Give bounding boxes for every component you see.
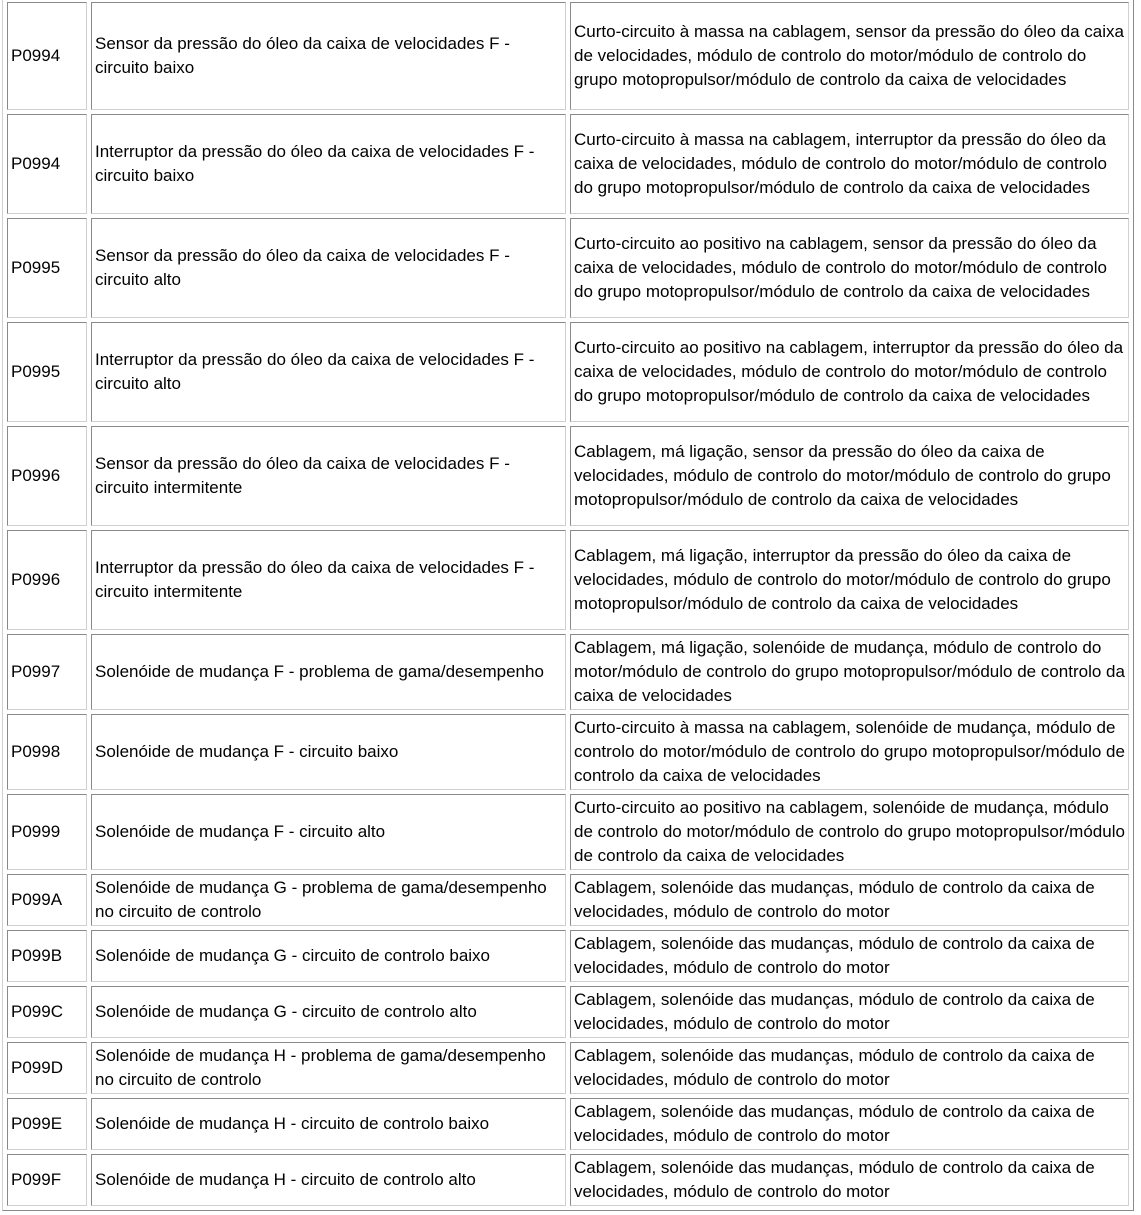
dtc-causes: Cablagem, solenóide das mudanças, módulo de controlo da caixa de velocidades, módulo de controlo do motor — [570, 986, 1129, 1038]
dtc-description: Interruptor da pressão do óleo da caixa de velocidades F - circuito alto — [91, 322, 566, 422]
dtc-code: P0994 — [7, 2, 87, 110]
dtc-description: Solenóide de mudança F - problema de gama/desempenho — [91, 634, 566, 710]
table-row — [7, 714, 1129, 790]
dtc-code: P099E — [7, 1098, 87, 1150]
table-row — [7, 426, 1129, 526]
dtc-causes: Cablagem, solenóide das mudanças, módulo de controlo da caixa de velocidades, módulo de controlo do motor — [570, 930, 1129, 982]
dtc-description: Solenóide de mudança F - circuito alto — [91, 794, 566, 870]
dtc-code: P0996 — [7, 426, 87, 526]
table-row — [7, 874, 1129, 926]
table-row — [7, 634, 1129, 710]
dtc-causes: Cablagem, má ligação, solenóide de mudança, módulo de controlo do motor/módulo de controlo do grupo motopropulsor/módulo de controlo da caixa de velocidades — [570, 634, 1129, 710]
table-row — [7, 930, 1129, 982]
dtc-causes: Cablagem, solenóide das mudanças, módulo de controlo da caixa de velocidades, módulo de controlo do motor — [570, 1042, 1129, 1094]
dtc-causes: Cablagem, má ligação, interruptor da pressão do óleo da caixa de velocidades, módulo de controlo do motor/módulo de controlo do grupo motopropulsor/módulo de controlo da caixa de velocidades — [570, 530, 1129, 630]
table-row — [7, 1042, 1129, 1094]
dtc-causes: Curto-circuito ao positivo na cablagem, solenóide de mudança, módulo de controlo do motor/módulo de controlo do grupo motopropulsor/módulo de controlo da caixa de velocidades — [570, 794, 1129, 870]
dtc-causes: Cablagem, má ligação, sensor da pressão do óleo da caixa de velocidades, módulo de controlo do motor/módulo de controlo do grupo motopropulsor/módulo de controlo da caixa de velocidades — [570, 426, 1129, 526]
dtc-causes: Curto-circuito à massa na cablagem, solenóide de mudança, módulo de controlo do motor/módulo de controlo do grupo motopropulsor/módulo de controlo da caixa de velocidades — [570, 714, 1129, 790]
table-row — [7, 530, 1129, 630]
dtc-table-container — [2, 0, 1134, 1211]
dtc-causes: Curto-circuito à massa na cablagem, sensor da pressão do óleo da caixa de velocidades, módulo de controlo do motor/módulo de controlo do grupo motopropulsor/módulo de controlo da caixa de velocidades — [570, 2, 1129, 110]
dtc-description: Solenóide de mudança G - circuito de controlo baixo — [91, 930, 566, 982]
dtc-code: P099A — [7, 874, 87, 926]
table-row — [7, 1098, 1129, 1150]
dtc-description: Sensor da pressão do óleo da caixa de velocidades F - circuito alto — [91, 218, 566, 318]
dtc-description: Sensor da pressão do óleo da caixa de velocidades F - circuito baixo — [91, 2, 566, 110]
table-row — [7, 218, 1129, 318]
dtc-causes: Curto-circuito ao positivo na cablagem, interruptor da pressão do óleo da caixa de velocidades, módulo de controlo do motor/módulo de controlo do grupo motopropulsor/módulo de controlo da caixa de velocidades — [570, 322, 1129, 422]
dtc-code: P0996 — [7, 530, 87, 630]
dtc-description: Solenóide de mudança H - problema de gama/desempenho no circuito de controlo — [91, 1042, 566, 1094]
table-row — [7, 114, 1129, 214]
dtc-causes: Curto-circuito ao positivo na cablagem, sensor da pressão do óleo da caixa de velocidades, módulo de controlo do motor/módulo de controlo do grupo motopropulsor/módulo de controlo da caixa de velocidades — [570, 218, 1129, 318]
dtc-description: Interruptor da pressão do óleo da caixa de velocidades F - circuito baixo — [91, 114, 566, 214]
dtc-causes: Cablagem, solenóide das mudanças, módulo de controlo da caixa de velocidades, módulo de controlo do motor — [570, 874, 1129, 926]
table-row — [7, 322, 1129, 422]
dtc-causes: Cablagem, solenóide das mudanças, módulo de controlo da caixa de velocidades, módulo de controlo do motor — [570, 1154, 1129, 1206]
dtc-code: P099F — [7, 1154, 87, 1206]
dtc-causes: Curto-circuito à massa na cablagem, interruptor da pressão do óleo da caixa de velocidades, módulo de controlo do motor/módulo de controlo do grupo motopropulsor/módulo de controlo da caixa de velocidades — [570, 114, 1129, 214]
dtc-description: Solenóide de mudança H - circuito de controlo baixo — [91, 1098, 566, 1150]
dtc-code: P0995 — [7, 322, 87, 422]
table-row — [7, 2, 1129, 110]
dtc-code: P099B — [7, 930, 87, 982]
dtc-code: P0994 — [7, 114, 87, 214]
dtc-code: P0998 — [7, 714, 87, 790]
dtc-code: P099C — [7, 986, 87, 1038]
dtc-code: P0999 — [7, 794, 87, 870]
dtc-description: Solenóide de mudança G - problema de gama/desempenho no circuito de controlo — [91, 874, 566, 926]
dtc-code: P099D — [7, 1042, 87, 1094]
dtc-description: Solenóide de mudança F - circuito baixo — [91, 714, 566, 790]
table-row — [7, 794, 1129, 870]
dtc-description: Sensor da pressão do óleo da caixa de velocidades F - circuito intermitente — [91, 426, 566, 526]
dtc-code: P0995 — [7, 218, 87, 318]
dtc-table — [2, 0, 1134, 1211]
dtc-causes: Cablagem, solenóide das mudanças, módulo de controlo da caixa de velocidades, módulo de controlo do motor — [570, 1098, 1129, 1150]
table-row — [7, 1154, 1129, 1206]
dtc-description: Solenóide de mudança H - circuito de controlo alto — [91, 1154, 566, 1206]
dtc-code: P0997 — [7, 634, 87, 710]
table-row — [7, 986, 1129, 1038]
dtc-description: Solenóide de mudança G - circuito de controlo alto — [91, 986, 566, 1038]
dtc-description: Interruptor da pressão do óleo da caixa de velocidades F - circuito intermitente — [91, 530, 566, 630]
